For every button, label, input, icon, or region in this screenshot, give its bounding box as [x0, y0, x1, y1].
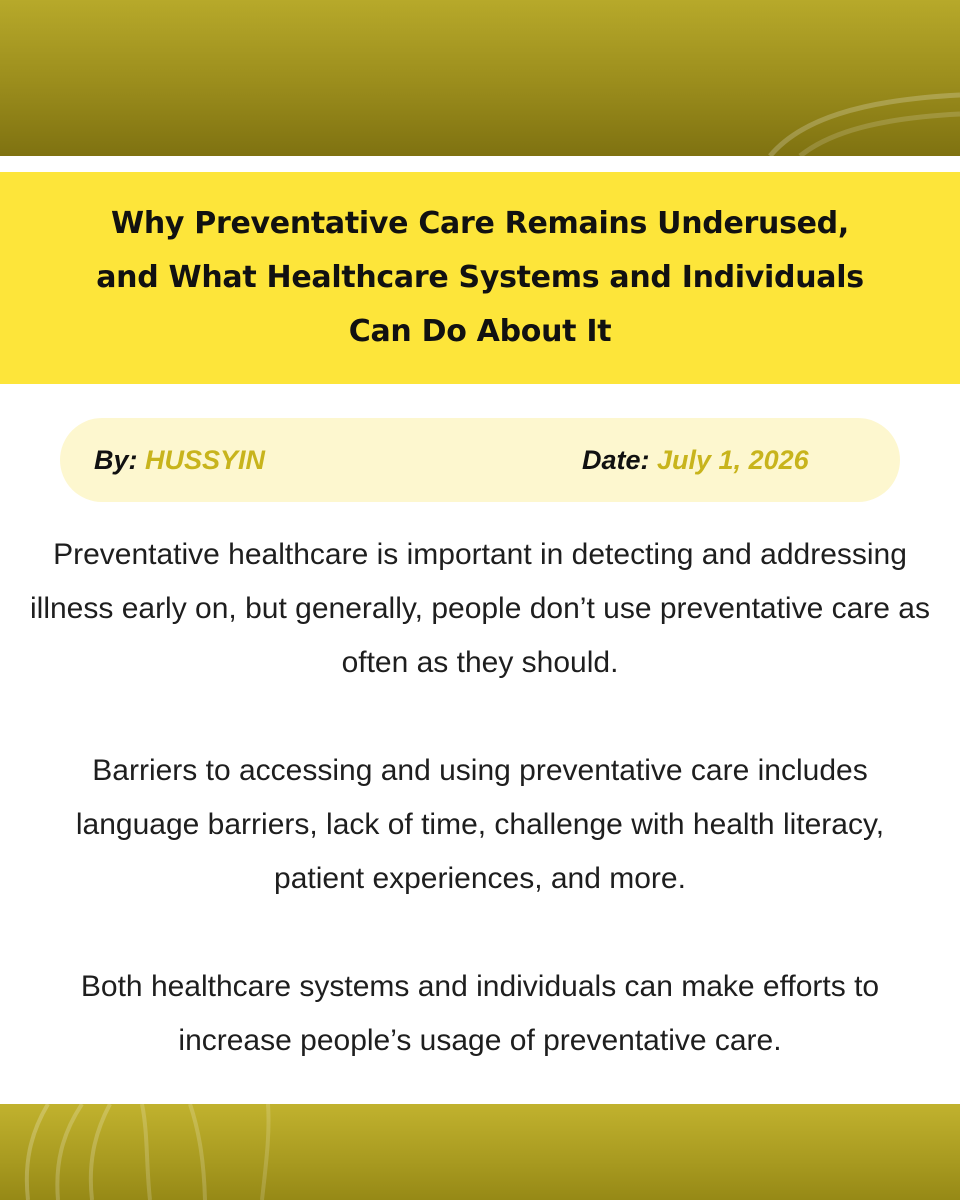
- byline-pill: [60, 418, 900, 502]
- author-label: By:: [94, 445, 138, 475]
- top-arc-decoration: [0, 0, 960, 156]
- paragraph-barriers: Barriers to accessing and using preventative care includes language barriers, lack of time, challenge with health literacy, patient experiences, and more.: [75, 754, 885, 895]
- author-name: HUSSYIN: [145, 445, 266, 475]
- paragraph-intro: Preventative healthcare is important in detecting and addressing illness early on, but generally, people don’t use preventative care as often as they should.: [30, 538, 930, 679]
- publish-date: July 1, 2026: [657, 445, 809, 475]
- article-body: [30, 528, 930, 1122]
- date-meta: [582, 444, 809, 476]
- author-meta: [94, 444, 265, 476]
- date-label: Date:: [582, 445, 650, 475]
- bottom-decorative-band: [0, 1104, 960, 1200]
- top-decorative-band: [0, 0, 960, 156]
- page-title: Why Preventative Care Remains Underused, and What Healthcare Systems and Individuals Can Do About It: [96, 206, 864, 349]
- title-banner: [0, 172, 960, 384]
- paragraph-efforts: Both healthcare systems and individuals can make efforts to increase people’s usage of preventative care.: [80, 970, 880, 1057]
- bottom-arc-decoration: [0, 1104, 960, 1200]
